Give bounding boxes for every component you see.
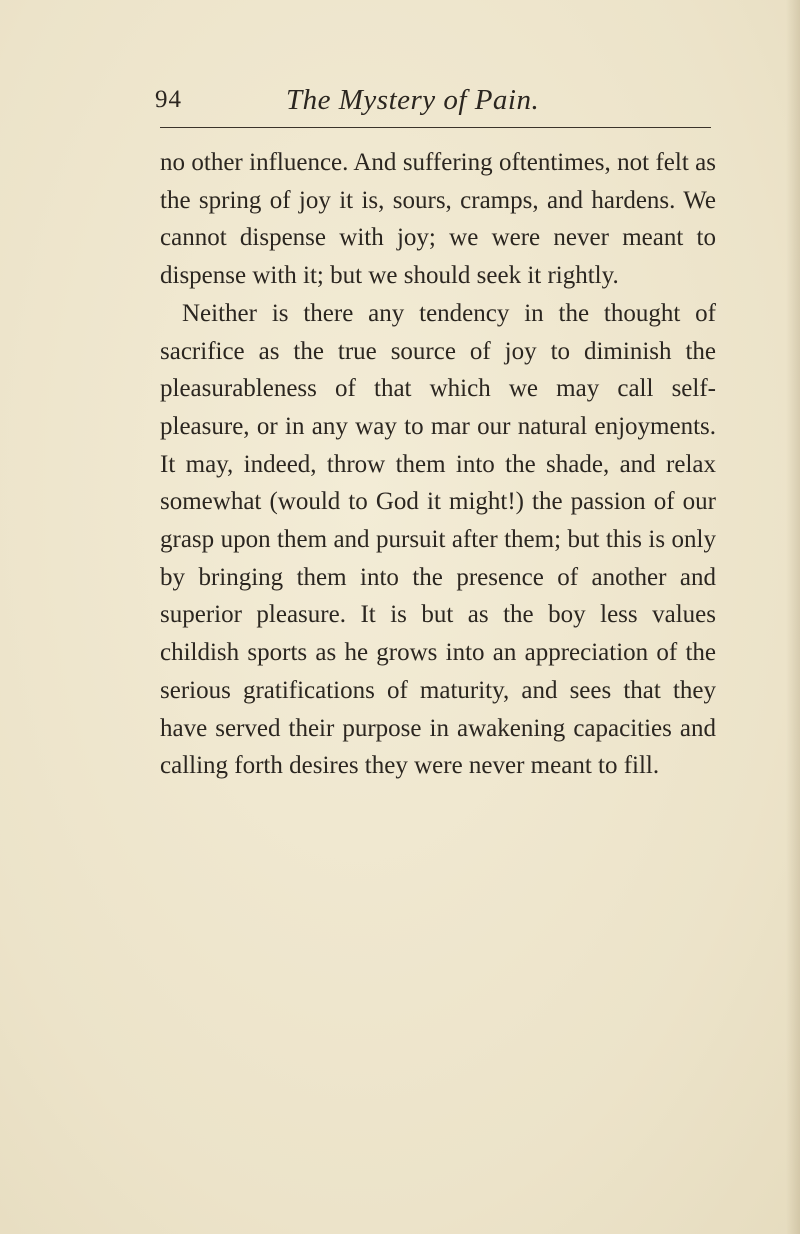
- paragraph: Neither is there any tendency in the thought of sacrifice as the true source of joy to diminish the pleasurableness of that which we may call self-pleasure, or in any way to mar our natural enjoyments. It may, indeed, throw them into the shade, and relax somewhat (would to God it might!) the passion of our grasp upon them and pursuit after them; but this is only by bringing them into the presence of another and superior pleasure. It is but as the boy less values childish sports as he grows into an appreciation of the serious gratifications of maturity, and sees that they have served their purpose in awakening capacities and calling forth desires they were never meant to fill.: [160, 299, 716, 780]
- page-edge-shadow: [786, 0, 800, 1234]
- page-header: [155, 84, 712, 124]
- body-text: [160, 144, 716, 785]
- page-number: 94: [155, 86, 182, 113]
- header-rule: [160, 127, 711, 128]
- paragraph-continuation: no other influence. And suffering oftentimes, not felt as the spring of joy it is, sours, cramps, and hardens. We cannot dispense with joy; we were never meant to dispense with it; but we should seek it rightly.: [160, 149, 716, 290]
- running-title: The Mystery of Pain.: [286, 84, 540, 116]
